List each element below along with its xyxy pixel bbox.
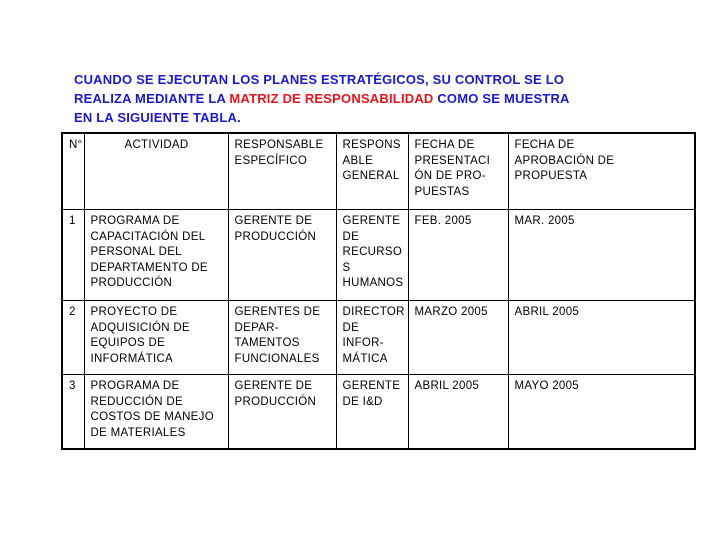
row-presentation-date: FEB. 2005 [408, 210, 508, 301]
intro-paragraph [74, 70, 674, 127]
table-header-row [62, 133, 695, 210]
header-presentation-date: FECHA DE PRESENTACI ÓN DE PRO- PUESTAS [408, 133, 508, 210]
row-presentation-date: MARZO 2005 [408, 301, 508, 375]
intro-line-1: CUANDO SE EJECUTAN LOS PLANES ESTRATÉGICOS, SU CONTROL SE LO [74, 72, 565, 87]
row-activity: PROYECTO DE ADQUISICIÓN DE EQUIPOS DE INFORMÁTICA [84, 301, 228, 375]
row-general-responsible: DIRECTOR DE INFOR- MÁTICA [336, 301, 408, 375]
header-approval-date: FECHA DE APROBACIÓN DE PROPUESTA [508, 133, 695, 210]
row-specific-responsible: GERENTE DE PRODUCCIÓN [228, 375, 336, 450]
row-approval-date: MAR. 2005 [508, 210, 695, 301]
header-number: N° [62, 133, 84, 210]
row-specific-responsible: GERENTES DE DEPAR- TAMENTOS FUNCIONALES [228, 301, 336, 375]
intro-highlight: MATRIZ DE RESPONSABILIDAD [229, 91, 434, 106]
header-general-responsible: RESPONS ABLE GENERAL [336, 133, 408, 210]
intro-line-2 [74, 89, 674, 108]
table-row [62, 375, 695, 450]
row-general-responsible: GERENTE DE RECURSO S HUMANOS [336, 210, 408, 301]
row-number: 2 [62, 301, 84, 375]
table-row [62, 210, 695, 301]
row-approval-date: ABRIL 2005 [508, 301, 695, 375]
table-row [62, 301, 695, 375]
row-number: 3 [62, 375, 84, 450]
responsibility-matrix-table [61, 132, 696, 450]
row-approval-date: MAYO 2005 [508, 375, 695, 450]
row-general-responsible: GERENTE DE I&D [336, 375, 408, 450]
row-activity: PROGRAMA DE CAPACITACIÓN DEL PERSONAL DEL DEPARTAMENTO DE PRODUCCIÓN [84, 210, 228, 301]
row-specific-responsible: GERENTE DE PRODUCCIÓN [228, 210, 336, 301]
row-activity: PROGRAMA DE REDUCCIÓN DE COSTOS DE MANEJO DE MATERIALES [84, 375, 228, 450]
header-activity: ACTIVIDAD [84, 133, 228, 210]
intro-line-3: EN LA SIGUIENTE TABLA. [74, 110, 241, 125]
row-presentation-date: ABRIL 2005 [408, 375, 508, 450]
intro-line-2-start: REALIZA MEDIANTE LA [74, 91, 230, 106]
row-number: 1 [62, 210, 84, 301]
intro-line-2-end: COMO SE MUESTRA [433, 91, 570, 106]
header-specific-responsible: RESPONSABLE ESPECÍFICO [228, 133, 336, 210]
